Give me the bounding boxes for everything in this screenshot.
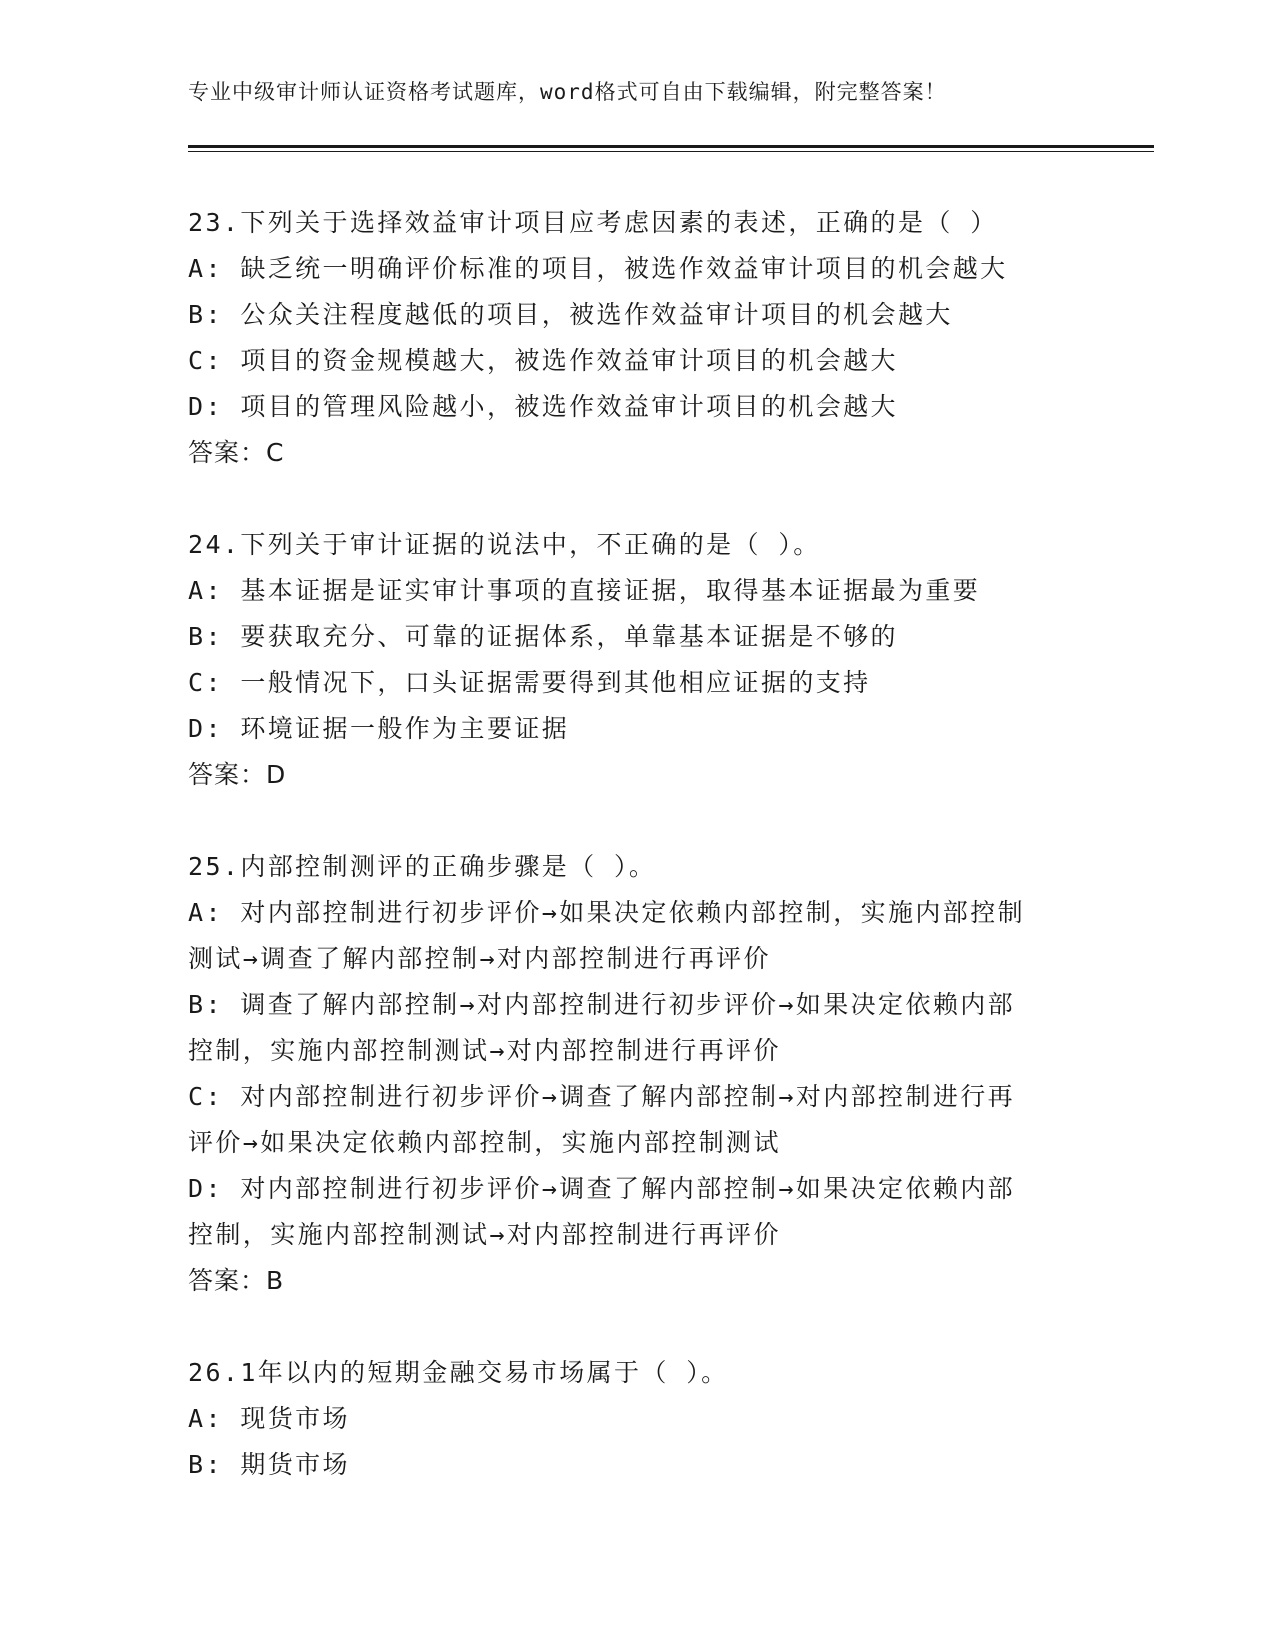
question-gap	[188, 798, 1088, 844]
question-list	[188, 200, 1088, 1488]
option-b: B: 要获取充分、可靠的证据体系，单靠基本证据是不够的	[188, 622, 898, 651]
header-rule-thin	[188, 151, 1154, 152]
question-gap	[188, 1304, 1088, 1350]
question-gap	[188, 476, 1088, 522]
question-24	[188, 522, 1088, 798]
option-d: D: 环境证据一般作为主要证据	[188, 714, 570, 743]
question-stem: 23.下列关于选择效益审计项目应考虑因素的表述，正确的是（ ）	[188, 208, 998, 237]
question-stem: 24.下列关于审计证据的说法中，不正确的是（ ）。	[188, 530, 821, 559]
question-26	[188, 1350, 1088, 1488]
question-25	[188, 844, 1088, 1304]
question-stem: 26.1年以内的短期金融交易市场属于（ ）。	[188, 1358, 729, 1387]
question-23	[188, 200, 1088, 476]
option-c-continued: 评价→如果决定依赖内部控制，实施内部控制测试	[188, 1128, 781, 1157]
option-c: C: 一般情况下，口头证据需要得到其他相应证据的支持	[188, 668, 871, 697]
option-a: A: 基本证据是证实审计事项的直接证据，取得基本证据最为重要	[188, 576, 981, 605]
option-b: B: 公众关注程度越低的项目，被选作效益审计项目的机会越大	[188, 300, 953, 329]
question-stem: 25.内部控制测评的正确步骤是（ ）。	[188, 852, 657, 881]
option-d-continued: 控制，实施内部控制测试→对内部控制进行再评价	[188, 1220, 781, 1249]
answer: 答案：D	[188, 760, 287, 789]
header-rule-thick	[188, 145, 1154, 148]
answer: 答案：B	[188, 1266, 285, 1295]
option-a: A: 对内部控制进行初步评价→如果决定依赖内部控制，实施内部控制	[188, 898, 1026, 927]
option-c: C: 项目的资金规模越大，被选作效益审计项目的机会越大	[188, 346, 898, 375]
option-b-continued: 控制，实施内部控制测试→对内部控制进行再评价	[188, 1036, 781, 1065]
option-b: B: 期货市场	[188, 1450, 350, 1479]
option-a: A: 缺乏统一明确评价标准的项目，被选作效益审计项目的机会越大	[188, 254, 1008, 283]
option-d: D: 对内部控制进行初步评价→调查了解内部控制→如果决定依赖内部	[188, 1174, 1016, 1203]
option-a-continued: 测试→调查了解内部控制→对内部控制进行再评价	[188, 944, 771, 973]
page-header: 专业中级审计师认证资格考试题库，word格式可自由下载编辑，附完整答案！	[188, 80, 947, 104]
option-c: C: 对内部控制进行初步评价→调查了解内部控制→对内部控制进行再	[188, 1082, 1016, 1111]
option-a: A: 现货市场	[188, 1404, 350, 1433]
option-d: D: 项目的管理风险越小，被选作效益审计项目的机会越大	[188, 392, 898, 421]
option-b: B: 调查了解内部控制→对内部控制进行初步评价→如果决定依赖内部	[188, 990, 1016, 1019]
answer: 答案：C	[188, 438, 285, 467]
